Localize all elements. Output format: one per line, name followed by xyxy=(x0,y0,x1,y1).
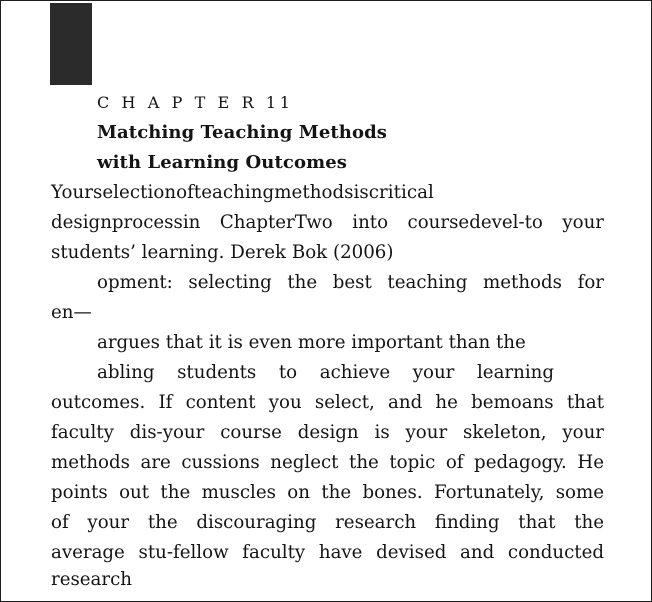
body-line-12: of your the discouraging research finding that the xyxy=(51,512,604,533)
body-line-1: Yourselectionofteachingmethodsiscritical xyxy=(51,182,434,203)
chapter-tab-marker xyxy=(50,3,92,85)
body-line-9: faculty dis-your course design is your skeleton, your xyxy=(51,422,604,443)
clipped-line-fragment xyxy=(97,591,557,602)
body-line-5: en— xyxy=(51,302,92,323)
body-line-2: designprocessin ChapterTwo into coursedevel-to your xyxy=(51,212,604,233)
body-line-3: students’ learning. Derek Bok (2006) xyxy=(51,242,394,263)
body-line-10: methods are cussions neglect the topic of pedagogy. He xyxy=(51,452,604,473)
chapter-title-line-2: with Learning Outcomes xyxy=(97,152,347,173)
chapter-label: C H A P T E R 11 xyxy=(97,93,294,112)
body-line-11: points out the muscles on the bones. Fortunately, some xyxy=(51,482,604,503)
body-line-8: outcomes. If content you select, and he bemoans that xyxy=(51,392,604,413)
body-line-14: research xyxy=(51,569,132,590)
body-line-13: average stu-fellow faculty have devised and conducted xyxy=(51,542,604,563)
chapter-title-line-1: Matching Teaching Methods xyxy=(97,122,387,143)
body-line-7: abling students to achieve your learning xyxy=(97,362,554,383)
body-line-6: argues that it is even more important than the xyxy=(97,332,526,353)
body-line-4: opment: selecting the best teaching methods for xyxy=(97,272,604,293)
clipped-next-line xyxy=(97,591,557,602)
